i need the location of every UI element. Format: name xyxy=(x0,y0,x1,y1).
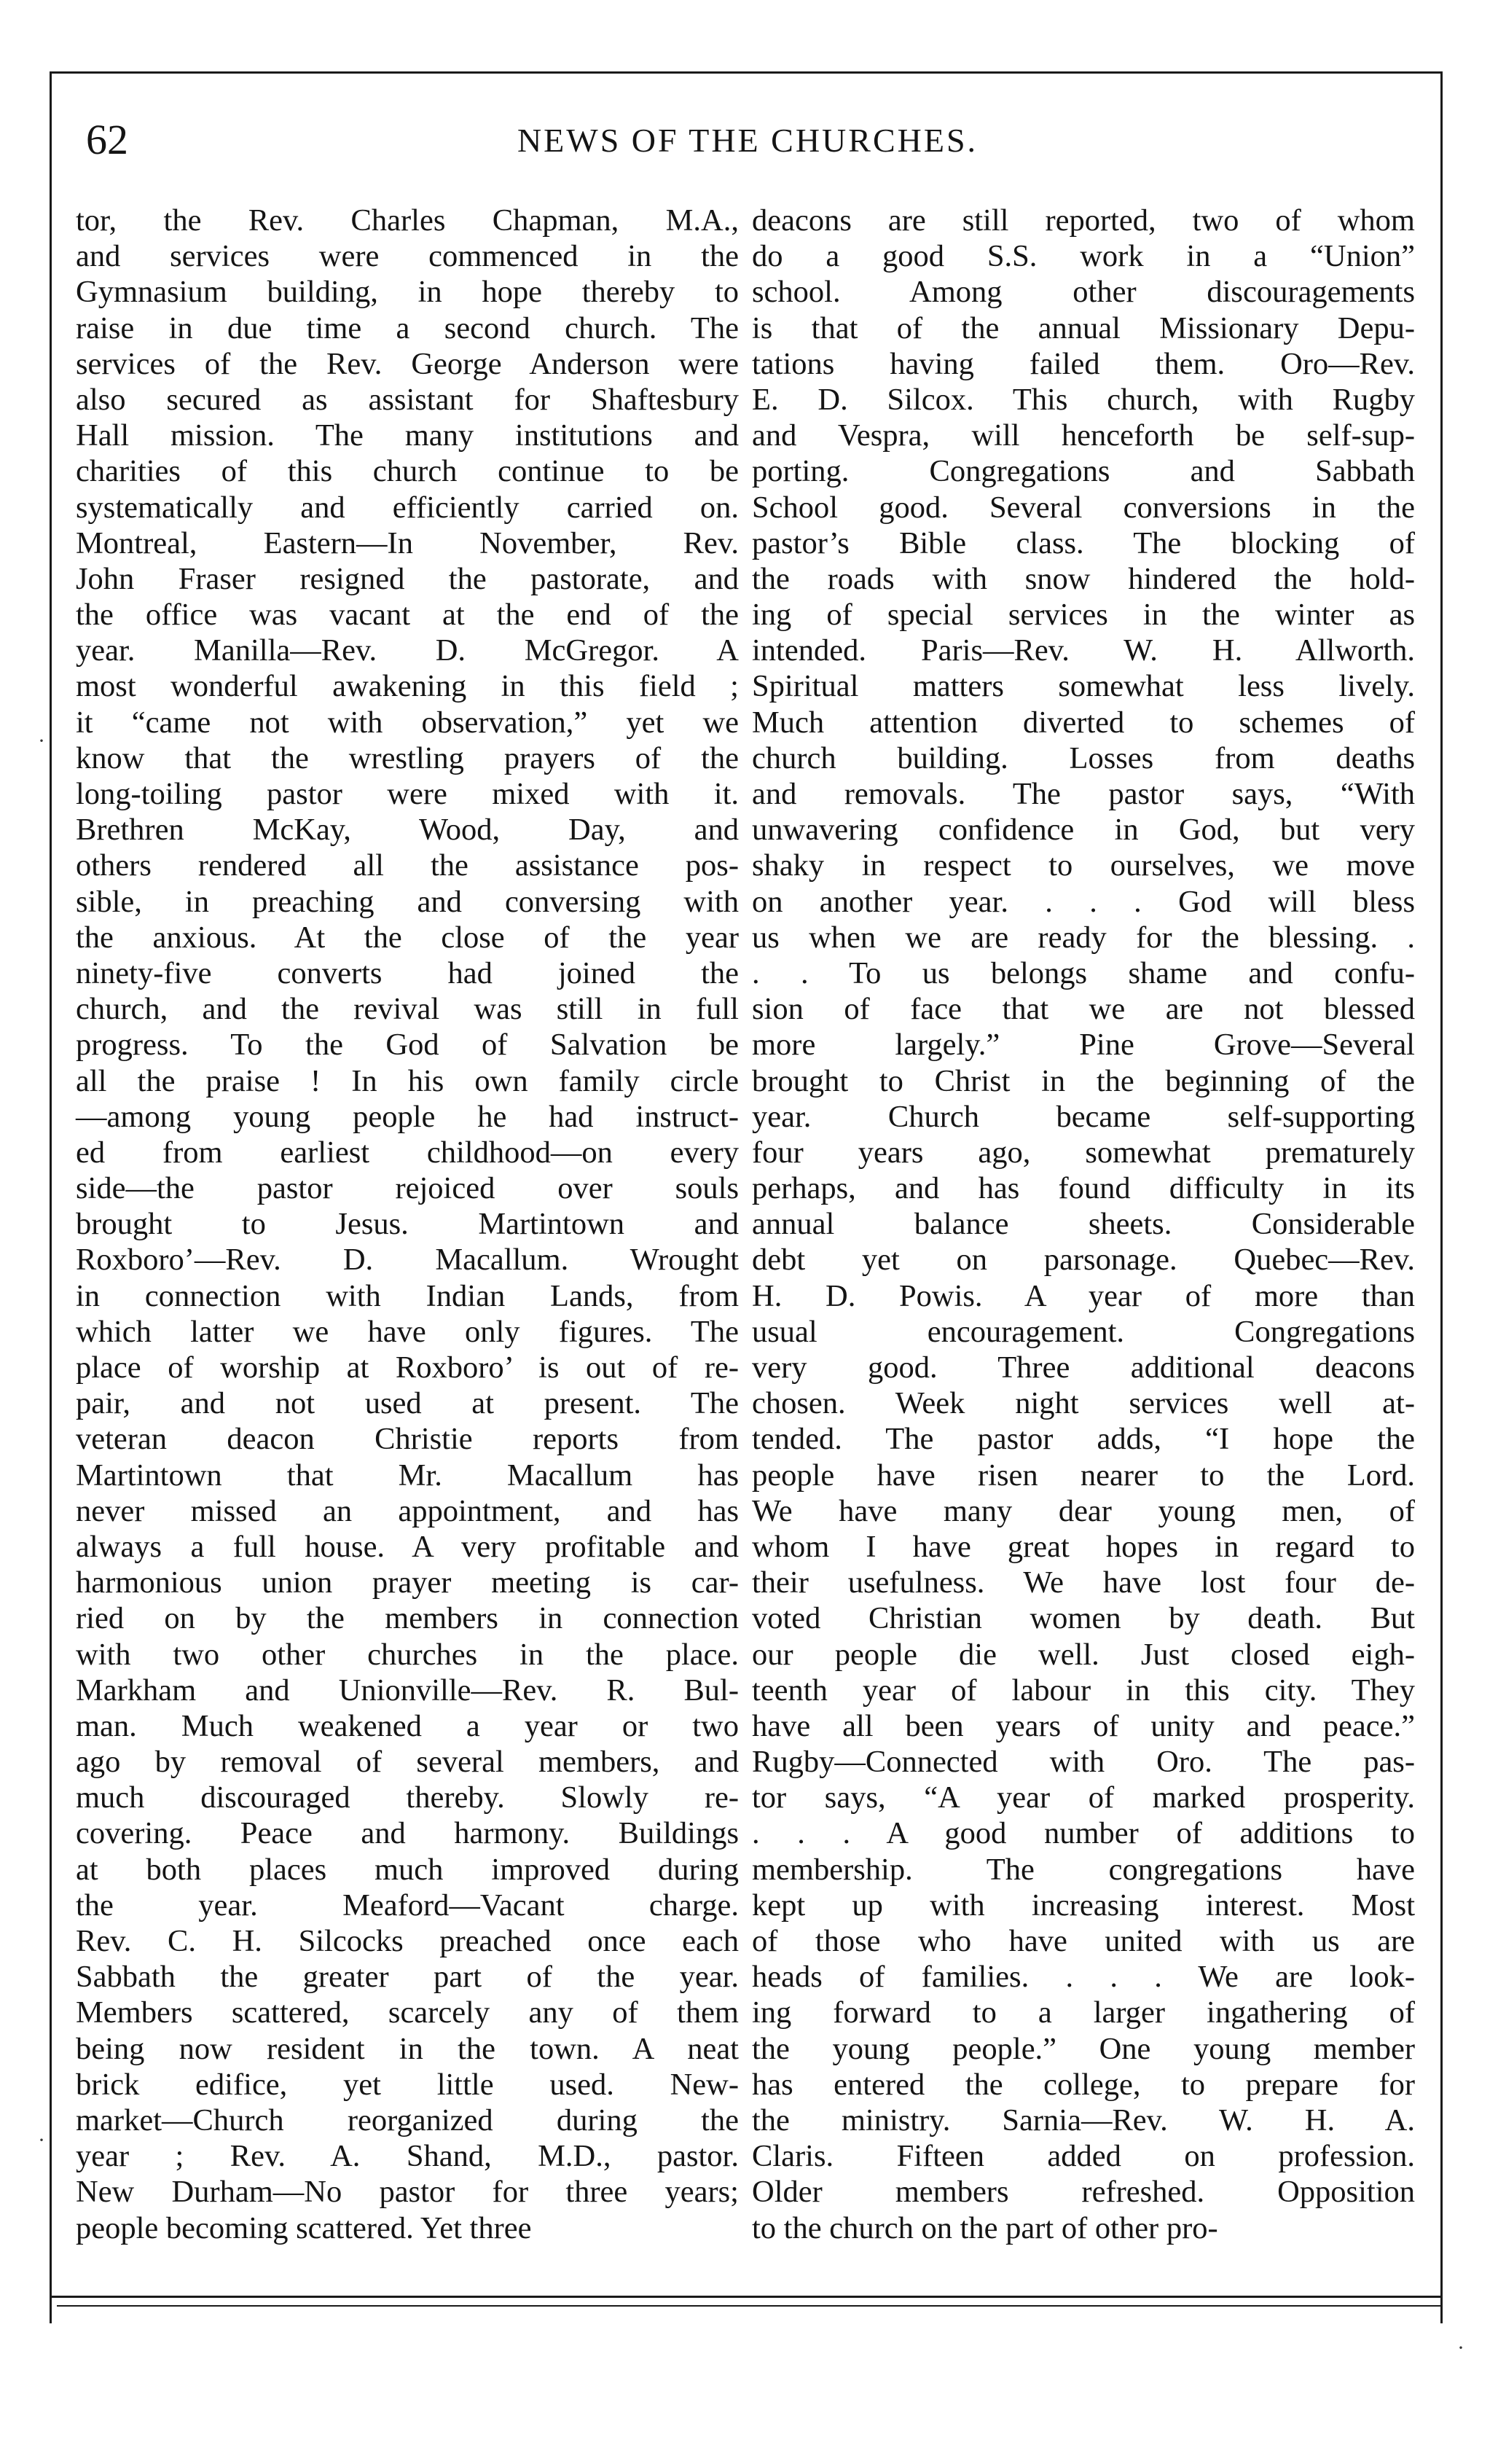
text-line: brought to Jesus. Martintown and xyxy=(76,1207,739,1242)
text-line: people becoming scattered. Yet three xyxy=(76,2210,532,2245)
text-line: has entered the college, to prepare for xyxy=(752,2067,1415,2102)
text-line: unwavering confidence in God, but very xyxy=(752,813,1415,848)
text-line: usual encouragement. Congregations xyxy=(752,1314,1415,1349)
text-line: being now resident in the town. A neat xyxy=(76,2031,739,2066)
text-line: systematically and efficiently carried on. xyxy=(76,490,739,525)
text-line: and Vespra, will henceforth be self-sup- xyxy=(752,418,1415,453)
margin-speck: · xyxy=(38,729,45,753)
text-line: the year. Meaford—Vacant charge. xyxy=(76,1888,739,1923)
text-line: much discouraged thereby. Slowly re- xyxy=(76,1780,739,1815)
text-line: pair, and not used at present. The xyxy=(76,1386,739,1421)
text-line: E. D. Silcox. This church, with Rugby xyxy=(752,382,1415,417)
text-line: man. Much weakened a year or two xyxy=(76,1708,739,1743)
running-title: NEWS OF THE CHURCHES. xyxy=(517,122,979,159)
text-line: Sabbath the greater part of the year. xyxy=(76,1960,739,1995)
text-line: sible, in preaching and conversing with xyxy=(76,884,739,919)
text-line: the roads with snow hindered the hold- xyxy=(752,561,1415,596)
text-line: Martintown that Mr. Macallum has xyxy=(76,1458,739,1493)
text-line: and removals. The pastor says, “With xyxy=(752,777,1415,811)
text-line: sion of face that we are not blessed xyxy=(752,992,1415,1027)
text-line: annual balance sheets. Considerable xyxy=(752,1207,1415,1242)
text-line: the office was vacant at the end of the xyxy=(76,598,739,633)
text-line: do a good S.S. work in a “Union” xyxy=(752,239,1415,274)
text-line: long-toiling pastor were mixed with it. xyxy=(76,777,739,811)
bottom-rule xyxy=(50,2296,1443,2298)
text-line: is that of the annual Missionary Depu- xyxy=(752,310,1415,345)
margin-speck: · xyxy=(1457,2336,1464,2360)
text-line: brick edifice, yet little used. New- xyxy=(76,2067,739,2102)
text-line: raise in due time a second church. The xyxy=(76,310,739,345)
text-line: tor says, “A year of marked prosperity. xyxy=(752,1780,1415,1815)
text-line: others rendered all the assistance pos- xyxy=(76,848,739,883)
text-line: tations having failed them. Oro—Rev. xyxy=(752,346,1415,381)
text-line: tor, the Rev. Charles Chapman, M.A., xyxy=(76,203,739,238)
text-line: Hall mission. The many institutions and xyxy=(76,418,739,453)
text-line: tended. The pastor adds, “I hope the xyxy=(752,1422,1415,1457)
text-line: us when we are ready for the blessing. . xyxy=(752,920,1415,955)
text-line: voted Christian women by death. But xyxy=(752,1601,1415,1636)
text-line: ried on by the members in connection xyxy=(76,1601,739,1636)
text-line: School good. Several conversions in the xyxy=(752,490,1415,525)
text-line: year. Church became self-supporting xyxy=(752,1099,1415,1134)
text-line: John Fraser resigned the pastorate, and xyxy=(76,561,739,596)
top-rule xyxy=(50,71,1443,74)
text-line: Roxboro’—Rev. D. Macallum. Wrought xyxy=(76,1243,739,1278)
text-line: teenth year of labour in this city. They xyxy=(752,1673,1415,1708)
text-line: services of the Rev. George Anderson were xyxy=(76,346,739,381)
text-line: people have risen nearer to the Lord. xyxy=(752,1458,1415,1493)
text-line: Markham and Unionville—Rev. R. Bul- xyxy=(76,1673,739,1708)
text-line: veteran deacon Christie reports from xyxy=(76,1422,739,1457)
text-line: progress. To the God of Salvation be xyxy=(76,1028,739,1063)
text-line: their usefulness. We have lost four de- xyxy=(752,1565,1415,1600)
text-line: ago by removal of several members, and xyxy=(76,1745,739,1780)
text-line: have all been years of unity and peace.” xyxy=(752,1708,1415,1743)
text-line: very good. Three additional deacons xyxy=(752,1350,1415,1385)
text-line: Older members refreshed. Opposition xyxy=(752,2175,1415,2210)
margin-speck: · xyxy=(38,2128,45,2152)
text-line: . . . A good number of additions to xyxy=(752,1816,1415,1851)
text-line: ing of special services in the winter as xyxy=(752,598,1415,633)
text-line: We have many dear young men, of xyxy=(752,1493,1415,1528)
text-line: H. D. Powis. A year of more than xyxy=(752,1278,1415,1313)
text-line: the young people.” One young member xyxy=(752,2031,1415,2066)
text-line: school. Among other discouragements xyxy=(752,275,1415,310)
text-line: —among young people he had instruct- xyxy=(76,1099,739,1134)
text-line: Brethren McKay, Wood, Day, and xyxy=(76,813,739,848)
page-number: 62 xyxy=(86,116,128,163)
text-line: intended. Paris—Rev. W. H. Allworth. xyxy=(752,633,1415,668)
text-line: ing forward to a larger ingathering of xyxy=(752,1995,1415,2030)
text-line: Rev. C. H. Silcocks preached once each xyxy=(76,1924,739,1958)
text-line: ed from earliest childhood—on every xyxy=(76,1135,739,1170)
text-line: Claris. Fifteen added on profession. xyxy=(752,2139,1415,2174)
text-line: most wonderful awakening in this field ; xyxy=(76,669,739,704)
text-line: it “came not with observation,” yet we xyxy=(76,705,739,740)
text-line: all the praise ! In his own family circle xyxy=(76,1063,739,1098)
text-line: always a full house. A very profitable and xyxy=(76,1529,739,1564)
text-line: at both places much improved during xyxy=(76,1852,739,1887)
text-line: charities of this church continue to be xyxy=(76,454,739,489)
text-line: membership. The congregations have xyxy=(752,1852,1415,1887)
text-line: never missed an appointment, and has xyxy=(76,1493,739,1528)
text-line: harmonious union prayer meeting is car- xyxy=(76,1565,739,1600)
text-line: our people die well. Just closed eigh- xyxy=(752,1637,1415,1672)
text-line: Members scattered, scarcely any of them xyxy=(76,1995,739,2030)
text-line: Much attention diverted to schemes of xyxy=(752,705,1415,740)
text-line: side—the pastor rejoiced over souls xyxy=(76,1171,739,1206)
text-line: the anxious. At the close of the year xyxy=(76,920,739,955)
text-line: kept up with increasing interest. Most xyxy=(752,1888,1415,1923)
text-line: church, and the revival was still in full xyxy=(76,992,739,1027)
text-line: . . To us belongs shame and confu- xyxy=(752,955,1415,990)
text-line: covering. Peace and harmony. Buildings xyxy=(76,1816,739,1851)
text-line: know that the wrestling prayers of the xyxy=(76,740,739,775)
text-line: Montreal, Eastern—In November, Rev. xyxy=(76,525,739,560)
text-line: with two other churches in the place. xyxy=(76,1637,739,1672)
text-line: year ; Rev. A. Shand, M.D., pastor. xyxy=(76,2139,739,2174)
text-line: on another year. . . . God will bless xyxy=(752,884,1415,919)
text-line: New Durham—No pastor for three years; xyxy=(76,2175,739,2210)
text-line: shaky in respect to ourselves, we move xyxy=(752,848,1415,883)
text-line: ninety-five converts had joined the xyxy=(76,955,739,990)
text-line: also secured as assistant for Shaftesbury xyxy=(76,382,739,417)
text-line: heads of families. . . . We are look- xyxy=(752,1960,1415,1995)
left-column xyxy=(76,203,739,2246)
text-line: of those who have united with us are xyxy=(752,1924,1415,1958)
text-line: brought to Christ in the beginning of the xyxy=(752,1063,1415,1098)
text-line: chosen. Week night services well at- xyxy=(752,1386,1415,1421)
text-line: church building. Losses from deaths xyxy=(752,740,1415,775)
text-line: four years ago, somewhat prematurely xyxy=(752,1135,1415,1170)
text-line: more largely.” Pine Grove—Several xyxy=(752,1028,1415,1063)
text-line: whom I have great hopes in regard to xyxy=(752,1529,1415,1564)
text-line: pastor’s Bible class. The blocking of xyxy=(752,525,1415,560)
text-line: deacons are still reported, two of whom xyxy=(752,203,1415,238)
text-line: Rugby—Connected with Oro. The pas- xyxy=(752,1745,1415,1780)
text-line: which latter we have only figures. The xyxy=(76,1314,739,1349)
text-line: and services were commenced in the xyxy=(76,239,739,274)
text-line: the ministry. Sarnia—Rev. W. H. A. xyxy=(752,2103,1415,2138)
text-line: perhaps, and has found difficulty in its xyxy=(752,1171,1415,1206)
text-line: market—Church reorganized during the xyxy=(76,2103,739,2138)
text-line: to the church on the part of other pro- xyxy=(752,2210,1218,2245)
text-line: Spiritual matters somewhat less lively. xyxy=(752,669,1415,704)
text-line: debt yet on parsonage. Quebec—Rev. xyxy=(752,1243,1415,1278)
text-line: Gymnasium building, in hope thereby to xyxy=(76,275,739,310)
text-line: porting. Congregations and Sabbath xyxy=(752,454,1415,489)
bottom-rule-secondary xyxy=(57,2305,1443,2307)
text-line: place of worship at Roxboro’ is out of re- xyxy=(76,1350,739,1385)
text-line: in connection with Indian Lands, from xyxy=(76,1278,739,1313)
text-line: year. Manilla—Rev. D. McGregor. A xyxy=(76,633,739,668)
page-header xyxy=(73,111,1422,169)
right-column xyxy=(752,203,1415,2246)
